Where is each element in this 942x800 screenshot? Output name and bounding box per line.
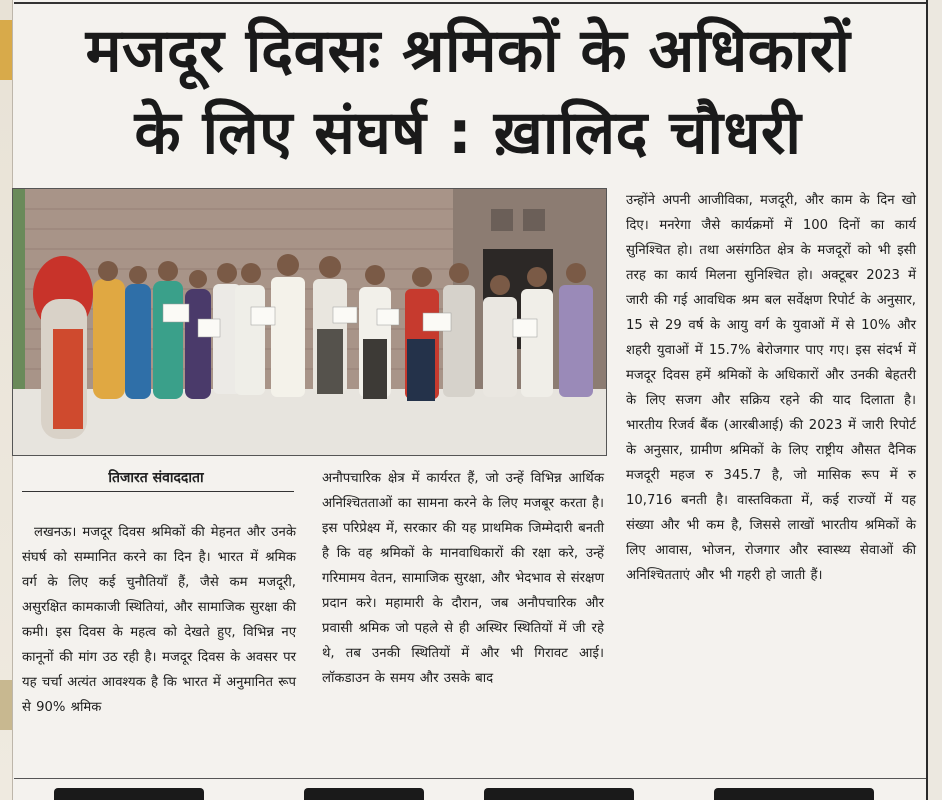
top-rule — [14, 2, 926, 4]
group-photo-illustration — [13, 189, 606, 455]
bottom-rule — [14, 778, 926, 779]
next-article-headline-cropped — [14, 784, 926, 800]
headline-line-2: के लिए संघर्ष : ख़ालिद चौधरी — [134, 98, 802, 168]
left-color-band — [0, 20, 12, 80]
article-column-3: उन्होंने अपनी आजीविका, मजदूरी, और काम के दिन खो दिए। मनरेगा जैसे कार्यक्रमों में 100 दिनों का कार्य सुनिश्चित हो। तथा असंगठित क्षेत्र के मजदूरों को भी इसी तरह का कार्य मिलना सुनिश्चित हो। अक्टूबर 2023 में जारी की गई आवधिक श्रम बल सर्वेक्षण रिपोर्ट के अनुसार, 15 से 29 वर्ष के आयु वर्ग के युवाओं में से 10% और शहरी युवाओं में 15.7% बेरोजगार पाए गए। इस संदर्भ में मजदूर दिवस हमें श्रमिकों के अधिकारों और उनकी बेहतरी के लिए सजग और सक्रिय रहने की याद दिलाता है। भारतीय रिजर्व बैंक (आरबीआई) की 2023 में जारी रिपोर्ट के अनुसार, ग्रामीण श्रमिकों के लिए राष्ट्रीय औसत दैनिक मजदूरी महज रु 345.7 है, जो मासिक रूप में रु 10,716 बनती है। वास्तविकता में, कई राज्यों में यह संख्या और भी कम है, जिससे लाखों भारतीय श्रमिकों के लिए आवास, भोजन, रोजगार और स्वास्थ्य सेवाओं की अनिश्चितताएं और भी गहरी हो जाती हैं। — [626, 193, 916, 583]
article-column-2: अनौपचारिक क्षेत्र में कार्यरत हैं, जो उन्हें विभिन्न आर्थिक अनिश्चितताओं का सामना करने के लिए मजबूर करता है। इस परिप्रेक्ष्य में, सरकार की यह प्राथमिक जिम्मेदारी बनती है कि वह श्रमिकों के मानवाधिकारों की रक्षा करे, उन्हें गरिमामय वेतन, सामाजिक सुरक्षा, और भेदभाव से संरक्षण प्रदान करे। महामारी के दौरान, जब अनौपचारिक और प्रवासी श्रमिक जो पहले से ही अस्थिर स्थितियों में जी रहे थे, तब उनकी स्थितियों में और भी गिरावट आई। लॉकडाउन के समय और उसके बाद — [322, 471, 604, 686]
adjacent-column-strip-right — [926, 0, 942, 800]
news-photo — [12, 188, 607, 456]
left-color-band — [0, 680, 12, 730]
headline-line-1: मजदूर दिवसः श्रमिकों के अधिकारों — [85, 16, 851, 86]
byline: तिजारत संवाददाता — [108, 470, 204, 486]
byline-rule — [22, 491, 294, 492]
article-column-1: लखनऊ। मजदूर दिवस श्रमिकों की मेहनत और उनके संघर्ष को सम्मानित करने का दिन है। भारत में श्रमिक वर्ग के लिए कई चुनौतियाँ हैं, जैसे कम मजदूरी, असुरक्षित कामकाजी स्थितियां, और सामाजिक सुरक्षा की कमी। इस दिवस के महत्व को देखते हुए, विभिन्न नए कानूनों की मांग उठ रही है। मजदूर दिवस के अवसर पर यह चर्चा अत्यंत आवश्यक है कि भारत में अनुमानित रूप से 90% श्रमिक — [22, 525, 296, 715]
